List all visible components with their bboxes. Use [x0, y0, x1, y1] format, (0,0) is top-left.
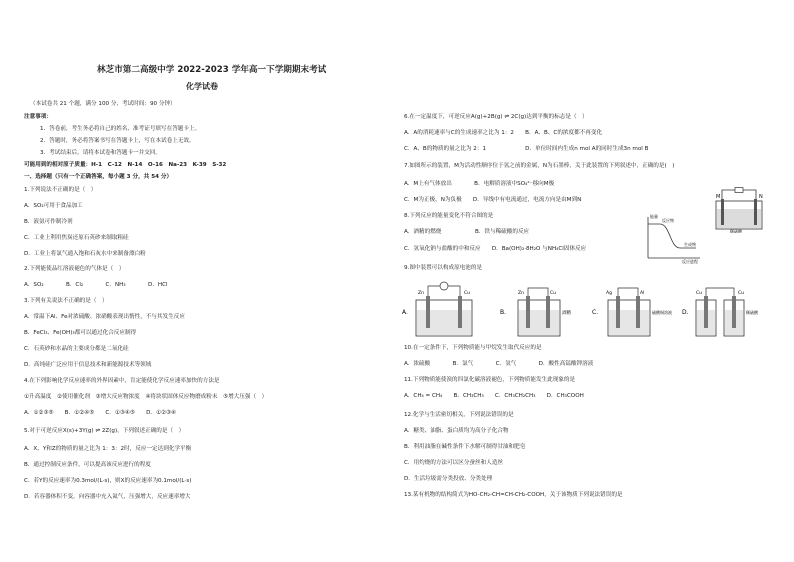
- q8-energy-figure: [640, 214, 702, 264]
- option-line: C．工业上利用焦炭还原石英砂来制取粗硅: [24, 235, 129, 241]
- question-stem: 3.下列有关说法不正确的是（ ）: [24, 298, 108, 304]
- question-stem: 13.某有机物的结构简式为HO-CH₂-CH=CH-CH₂-COOH，关于该物质下列说法错误的是: [404, 492, 623, 498]
- atomic-masses: 可能用到的相对原子质量：H-1 C-12 N-14 O-16 Na-23 K-39 S-32: [24, 162, 227, 168]
- question-stem: 10.在一定条件下，下列物质能与甲烷发生取代反应的是: [404, 345, 542, 351]
- option-b-label: B.: [500, 309, 507, 316]
- question-stem: 12.化学与生活密切相关，下列说法错误的是: [404, 412, 514, 418]
- q7-cell-figure: [708, 187, 770, 233]
- label-copper-sulfate: 硫酸铜溶液: [652, 310, 672, 315]
- option-line: A．浓硫酸 B．氯气 C．氢气 D．酸性高锰酸钾溶液: [404, 361, 594, 367]
- label-energy: 能量: [650, 214, 658, 219]
- question-stem: 5.对于可逆反应X(s)+3Y(g) ⇌ 2Z(g)，下列叙述正确的是（ ）: [24, 428, 185, 434]
- option-line: C．A、B的物质的量之比为 2：1 D．单位时间内生成n mol A的同时生成3n mol B: [404, 146, 649, 152]
- option-line: A．①②③⑤ B．①②④⑤ C．①③④⑤ D．①②③④: [24, 410, 177, 416]
- option-line: C．用灼烧的方法可以区分蚕丝和人造丝: [404, 460, 504, 466]
- label-reaction-progress: 反应进程: [682, 259, 698, 264]
- label-reactants: 反应物: [662, 218, 674, 223]
- label-dilute-acid: 稀硫酸: [730, 229, 742, 233]
- exam-title: 林芝市第二高级中学 2022-2023 学年高一下学期期末考试: [97, 65, 327, 75]
- label-n: N: [759, 194, 763, 200]
- label-al: Al: [640, 291, 645, 296]
- exam-subject: 化学试卷: [186, 82, 218, 91]
- option-c-label: C.: [592, 309, 599, 316]
- label-cu: Cu: [696, 291, 702, 296]
- label-dilute-sulfuric-acid: 稀硫酸: [746, 310, 758, 315]
- notice-item: 3．考试结束后，请将本试卷和答题卡一并交回。: [40, 150, 162, 156]
- label-cu: Cu: [550, 291, 556, 296]
- label-cu: Cu: [738, 291, 744, 296]
- option-line: A．SO₂ B．Cl₂ C．NH₃ D．HCl: [24, 282, 168, 288]
- option-line: B．通过控制反应条件，可以提高该反应进行的程度: [24, 462, 151, 468]
- notice-item: 2．答题时，务必将答案书写在答题卡上，写在本试卷上无效。: [40, 138, 195, 144]
- notice-item: 1．答卷前，考生务必将自己的姓名、准考证号填写在答题卡上。: [40, 126, 201, 132]
- question-stem: 6.在一定温度下，可逆反应A(g)+2B(g) ⇌ 2C(g)达到平衡的标志是（ ）: [404, 114, 588, 120]
- section-heading: 一、选择题（只有一个正确答案，每小题 3 分，共 54 分）: [24, 174, 173, 180]
- question-stem: 2.下列能使品红溶液褪色的气体是（ ）: [24, 266, 125, 272]
- question-stem: 7.如图所示的装置，M为活动性顺序位于氢之前的金属，N为石墨棒，关于此装置的下列叙述中，正确的是( ): [404, 163, 675, 169]
- option-d-label: D.: [682, 309, 689, 316]
- option-line: A．常温下Al、Fe对浓硫酸、浓硝酸表现出惰性，不与其发生反应: [24, 314, 185, 320]
- option-line: ①升高温度 ②使用催化剂 ③增大反应物浓度 ④将块状固体反应物磨成粉末 ⑤增大压强（ ）: [24, 394, 268, 400]
- option-line: A．M上有气体放出 B．电解质溶液中SO₄²⁻移向M极: [404, 181, 555, 187]
- notice-heading: 注意事项：: [24, 114, 52, 120]
- label-zn: Zn: [518, 291, 524, 296]
- option-line: A．X、Y和Z的物质的量之比为 1：3：2时，反应一定达到化学平衡: [24, 446, 192, 452]
- option-line: B．FeCl₃、Fe(OH)₃都可以通过化合反应制得: [24, 330, 137, 336]
- question-stem: 8.下列反应的能量变化不符合图的是: [404, 213, 494, 219]
- label-alcohol: 酒精: [562, 311, 571, 316]
- label-products: 生成物: [684, 242, 696, 247]
- label-ag: Ag: [606, 291, 612, 296]
- question-stem: 4.在下列影响化学反应速率的外界因素中，肯定能使化学反应速率加快的方法是: [24, 378, 220, 384]
- question-stem: 1.下列说法不正确的是（ ）: [24, 187, 97, 193]
- label-m: M: [716, 194, 721, 200]
- label-zn: Zn: [418, 291, 424, 296]
- option-line: A．CH₄ = CH₄ B．CH₃CH₃ C．CH₃CH₂CH₃ D．CH₃COOH: [404, 393, 584, 399]
- option-line: D．若容器体积不变，向容器中充入氦气，压强增大，反应速率增大: [24, 494, 191, 500]
- option-line: B．液氨可作制冷剂: [24, 219, 73, 225]
- option-line: C．若Y的反应速率为0.3mol/(L·s)，则X的反应速率为0.1mol/(L·s): [24, 478, 192, 484]
- question-stem: 9.图中装置可以构成原电池的是: [404, 265, 483, 271]
- question-stem: 11.下列物质能使溴的四氯化碳溶液褪色，下列物质能发生此现象的是: [404, 377, 576, 383]
- exam-info: （本试卷共 21 个题，满分 100 分，考试时间：90 分钟）: [30, 101, 176, 107]
- option-line: C．M为正极，N为负极 D．导线中有电流通过，电流方向是由M到N: [404, 197, 582, 203]
- option-line: C．氢氧化钠与盐酸的中和反应 D．Ba(OH)₂·8H₂O 与NH₄Cl固体反应: [404, 246, 587, 252]
- option-line: B．利用油脂在碱性条件下水解可制得甘油和肥皂: [404, 444, 526, 450]
- option-line: A．糖类、油脂、蛋白质均为高分子化合物: [404, 428, 509, 434]
- option-line: A．酒精的燃烧 B．铁与稀硫酸的反应: [404, 229, 530, 235]
- option-line: C．石英砂和水晶的主要成分都是二氧化硅: [24, 346, 129, 352]
- option-line: A．SO₂可用于食品加工: [24, 203, 83, 209]
- q9-cells-figure: [400, 280, 780, 342]
- label-cu: Cu: [464, 291, 470, 296]
- option-line: D．生活垃圾需分类投放、分类处理: [404, 476, 493, 482]
- option-a-label: A.: [402, 309, 408, 316]
- option-line: D．工业上将氯气通入饱和石灰水中来制备漂白粉: [24, 251, 146, 257]
- option-line: A．A的消耗速率与C的生成速率之比为 1：2 B．A、B、C的浓度都不再变化: [404, 130, 603, 136]
- option-line: D．高纯硅广泛应用于信息技术和新能源技术等领域: [24, 362, 152, 368]
